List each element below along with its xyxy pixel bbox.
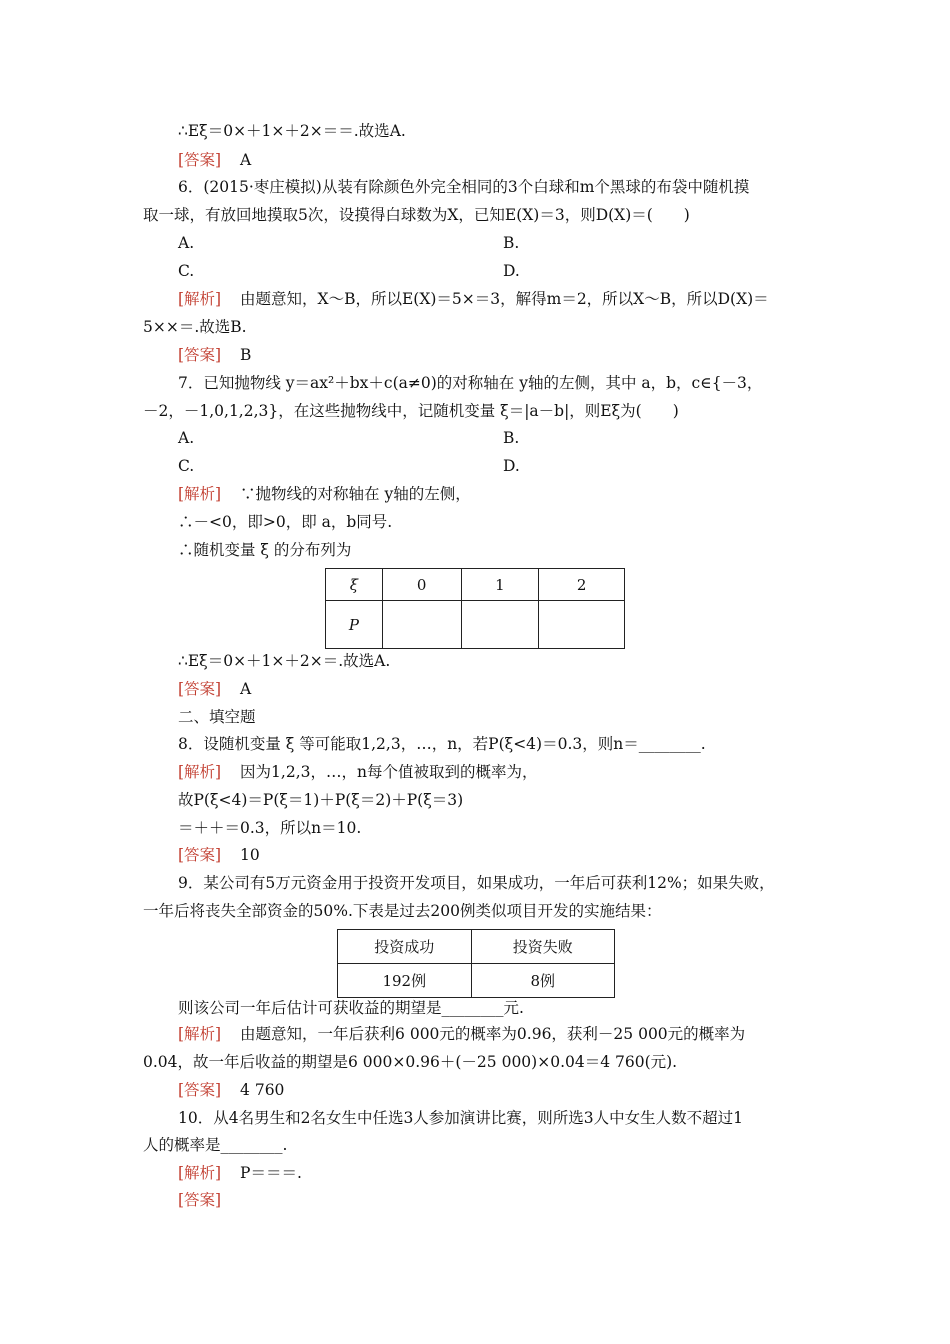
question-10-line2: 人的概率是________. [143,1136,288,1154]
question-6-line1: 6．(2015·枣庄模拟)从装有除颜色外完全相同的3个白球和m个黑球的布袋中随机摸 [178,178,750,196]
table-row [326,569,625,601]
option-c: C. [178,457,195,475]
answer-line [178,1080,284,1100]
analysis-9-line2: 0.04，故一年后收益的期望是6 000×0.96＋(－25 000)×0.04＝4 760(元). [143,1053,678,1071]
table-cell: 0 [382,569,461,601]
answer-line [178,345,251,365]
answer-tag: [答案] [178,1081,222,1099]
question-7-line2: －2，－1,0,1,2,3}，在这些抛物线中，记随机变量 ξ＝|a－b|，则Eξ为( ) [143,402,679,420]
analysis-text: ∵抛物线的对称轴在 y轴的左侧， [240,485,471,503]
analysis-9-line1 [178,1024,745,1044]
analysis-7-line3: ∴随机变量 ξ 的分布列为 [178,541,352,559]
table-cell [461,601,539,649]
table-cell: P [326,601,383,649]
answer-value: A [240,151,252,169]
answer-value: 10 [240,846,260,864]
question-8: 8．设随机变量 ξ 等可能取1,2,3，…，n，若P(ξ<4)＝0.3，则n＝________. [178,735,706,753]
question-9-line3: 则该公司一年后估计可获收益的期望是________元. [178,999,524,1017]
distribution-table [325,568,625,649]
answer-value: B [240,346,252,364]
analysis-tag: [解析] [178,1025,222,1043]
question-9-line2: 一年后将丧失全部资金的50%.下表是过去200例类似项目开发的实施结果： [143,902,662,920]
option-c: C. [178,262,195,280]
answer-tag: [答案] [178,1191,222,1209]
analysis-text: 由题意知，X～B，所以E(X)＝5×＝3，解得m＝2，所以X～B，所以D(X)＝ [240,290,769,308]
text-line: ∴Eξ＝0×＋1×＋2×＝＝.故选A. [178,122,406,140]
investment-table [337,929,615,998]
analysis-tag: [解析] [178,763,222,781]
answer-tag: [答案] [178,846,222,864]
analysis-8-line2: 故P(ξ<4)＝P(ξ＝1)＋P(ξ＝2)＋P(ξ＝3) [178,791,464,809]
table-row [338,964,615,998]
analysis-6-line1 [178,289,769,309]
section-heading: 二、填空题 [178,708,256,726]
option-b: B. [503,234,520,252]
answer-line [178,1190,221,1210]
option-d: D. [503,262,520,280]
option-d: D. [503,457,520,475]
analysis-text: 由题意知，一年后获利6 000元的概率为0.96，获利－25 000元的概率为 [240,1025,746,1043]
answer-line [178,150,251,170]
analysis-tag: [解析] [178,290,222,308]
option-a: A. [178,234,195,252]
table-cell: 2 [539,569,625,601]
table-cell: 投资成功 [338,930,472,964]
table-row [326,601,625,649]
question-6-line2: 取一球，有放回地摸取5次，设摸得白球数为X，已知E(X)＝3，则D(X)＝( ) [143,206,690,224]
analysis-tag: [解析] [178,1164,222,1182]
table-cell: 投资失败 [471,930,614,964]
answer-line [178,845,260,865]
analysis-8-line1 [178,762,537,782]
analysis-text: P＝＝＝. [240,1164,302,1182]
analysis-8-line3: ＝＋＋＝0.3，所以n＝10. [178,819,362,837]
table-cell: 1 [461,569,539,601]
analysis-7-line1 [178,484,471,504]
answer-tag: [答案] [178,151,222,169]
option-a: A. [178,429,195,447]
table-cell [382,601,461,649]
question-9-line1: 9．某公司有5万元资金用于投资开发项目，如果成功，一年后可获利12%；如果失败， [178,874,775,892]
answer-tag: [答案] [178,680,222,698]
question-7-line1: 7．已知抛物线 y＝ax²＋bx＋c(a≠0)的对称轴在 y轴的左侧，其中 a，b，c∈{－3， [178,374,763,392]
table-cell: ξ [326,569,383,601]
analysis-6-line2: 5××＝.故选B. [143,318,247,336]
question-10-line1: 10．从4名男生和2名女生中任选3人参加演讲比赛，则所选3人中女生人数不超过1 [178,1109,744,1127]
answer-line [178,679,251,699]
analysis-tag: [解析] [178,485,222,503]
answer-value: 4 760 [240,1081,285,1099]
table-cell [539,601,625,649]
analysis-7-line2: ∴－<0，即>0，即 a，b同号. [178,513,393,531]
analysis-10-line1 [178,1163,302,1183]
table-cell: 192例 [338,964,472,998]
table-cell: 8例 [471,964,614,998]
table-row [338,930,615,964]
text-line: ∴Eξ＝0×＋1×＋2×＝.故选A. [178,652,391,670]
answer-tag: [答案] [178,346,222,364]
answer-value: A [240,680,252,698]
option-b: B. [503,429,520,447]
analysis-text: 因为1,2,3，…，n每个值被取到的概率为， [240,763,538,781]
